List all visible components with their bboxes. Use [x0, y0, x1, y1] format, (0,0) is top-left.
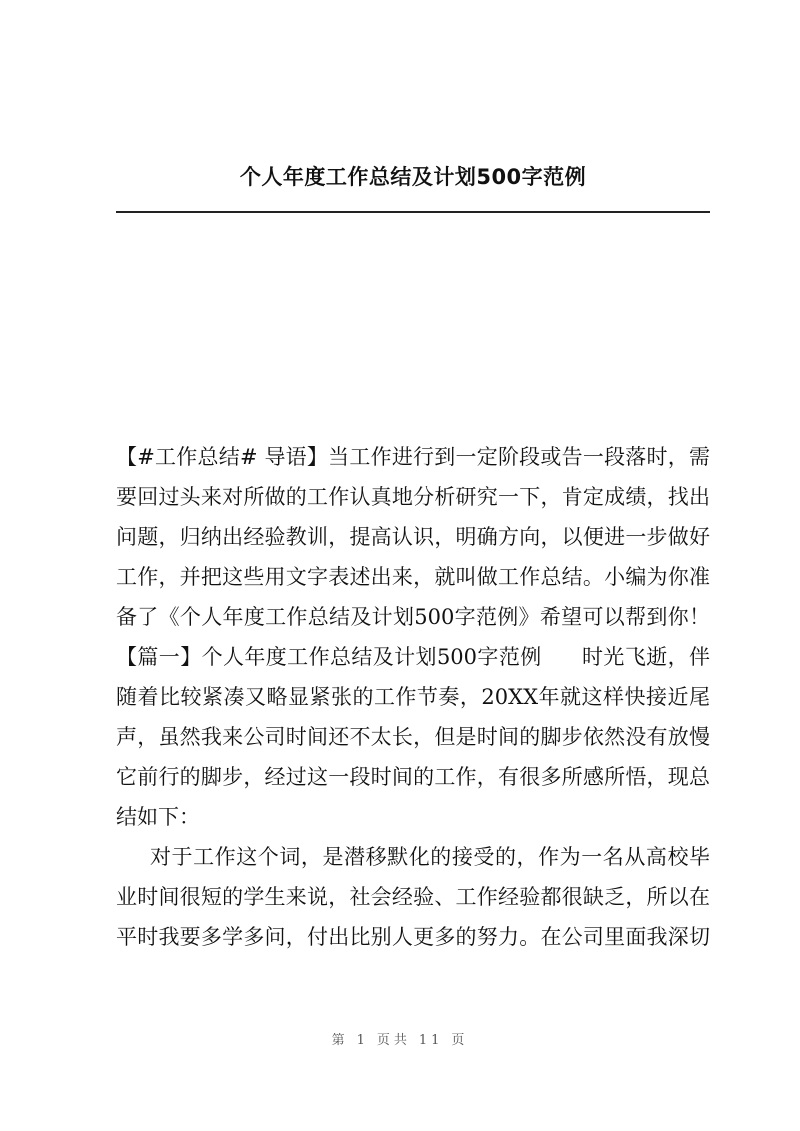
- text-line: 随着比较紧凑又略显紧张的工作节奏，20XX年就这样快接近尾: [116, 685, 710, 709]
- text-line: 【#工作总结# 导语】当工作进行到一定阶段或告一段落时，需: [116, 445, 710, 469]
- text-line: 业时间很短的学生来说，社会经验、工作经验都很缺乏，所以在: [116, 885, 710, 909]
- text-line: 要回过头来对所做的工作认真地分析研究一下，肯定成绩，找出: [116, 485, 710, 509]
- document-title: 个人年度工作总结及计划500字范例: [239, 165, 587, 189]
- footer-page-number: 1: [356, 1033, 369, 1048]
- text-line: 问题，归纳出经验教训，提高认识，明确方向，以便进一步做好: [116, 525, 710, 549]
- document-body: [116, 437, 710, 957]
- title-underline: [116, 211, 710, 213]
- footer-suffix: 页: [451, 1033, 469, 1048]
- page-footer: [0, 1032, 800, 1050]
- footer-prefix: 第: [331, 1033, 349, 1048]
- text-line: 备了《个人年度工作总结及计划500字范例》希望可以帮到你！: [116, 605, 710, 629]
- section-heading: 【篇一】个人年度工作总结及计划500字范例: [116, 645, 542, 669]
- text-line: 结如下：: [116, 805, 200, 829]
- text-line: 声，虽然我来公司时间还不太长，但是时间的脚步依然没有放慢: [116, 725, 710, 749]
- text-fragment: 时光飞逝，伴: [581, 645, 710, 669]
- text-line: 它前行的脚步，经过这一段时间的工作，有很多所感所悟，现总: [116, 765, 710, 789]
- text-line: 平时我要多学多问，付出比别人更多的努力。在公司里面我深切: [116, 925, 710, 949]
- text-line: 对于工作这个词，是潜移默化的接受的，作为一名从高校毕: [150, 845, 710, 869]
- footer-middle: 页共: [376, 1033, 411, 1048]
- footer-total-pages: 11: [418, 1033, 444, 1048]
- text-line: 工作，并把这些用文字表述出来，就叫做工作总结。小编为你准: [116, 565, 710, 589]
- section-heading-line: [116, 637, 710, 677]
